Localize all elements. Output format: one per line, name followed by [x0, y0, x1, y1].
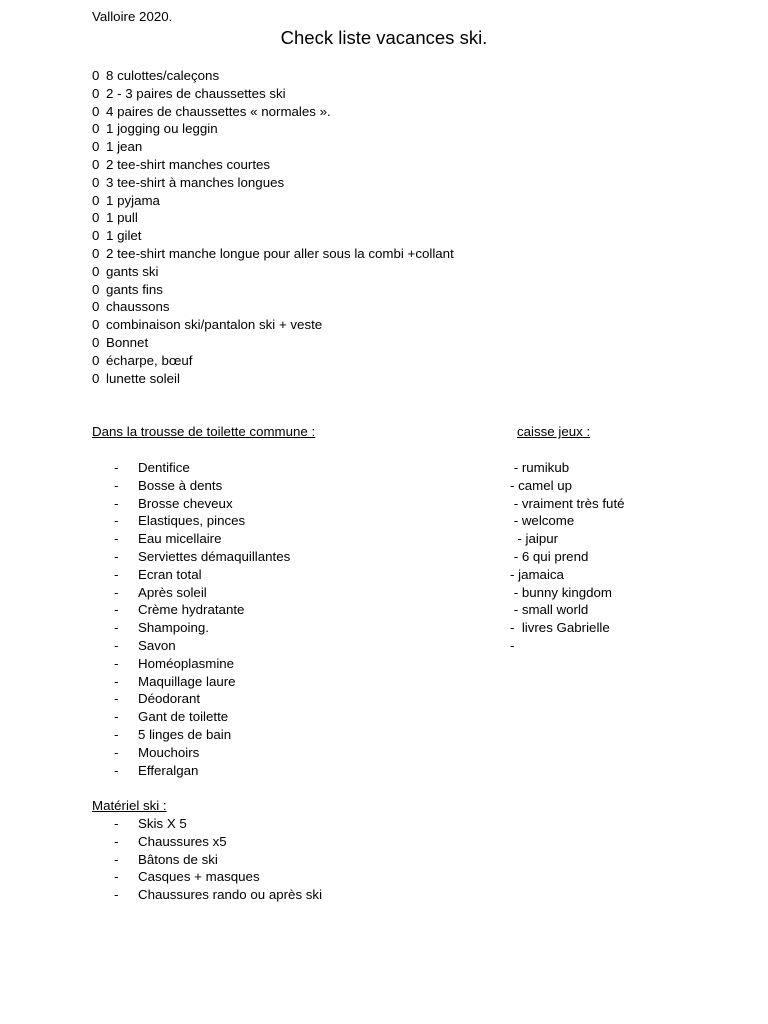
toilet-kit-item	[114, 726, 290, 744]
checklist-item-text: 2 tee-shirt manche longue pour aller sous la combi +collant	[106, 245, 454, 261]
toilet-kit-item-text: Shampoing.	[138, 620, 209, 636]
checklist-item-text: 1 pull	[106, 210, 138, 226]
toilet-kit-item-text: Brosse cheveux	[138, 495, 233, 511]
toilet-kit-item	[114, 548, 290, 566]
ski-gear-item	[114, 868, 322, 886]
ski-gear-item	[114, 851, 322, 869]
checklist-item	[92, 316, 454, 334]
games-box-item: - jaipur	[510, 531, 559, 547]
games-box-item: - rumikub	[510, 460, 570, 475]
checkbox-mark: 0	[92, 139, 100, 155]
dash-bullet: -	[114, 620, 119, 636]
checkbox-mark: 0	[92, 121, 100, 137]
dash-bullet: -	[114, 869, 119, 885]
toilet-kit-list	[114, 459, 290, 779]
checkbox-mark: 0	[92, 192, 100, 208]
ski-gear-item	[114, 886, 322, 904]
checklist-item-text: 2 - 3 paires de chaussettes ski	[106, 85, 286, 101]
toilet-kit-item-text: Eau micellaire	[138, 531, 222, 547]
checklist-item-text: écharpe, bœuf	[106, 352, 193, 368]
toilet-kit-item	[114, 690, 290, 708]
checkbox-mark: 0	[92, 245, 100, 261]
checklist-item-text: Bonnet	[106, 334, 149, 350]
ski-gear-item-text: Chaussures x5	[138, 833, 227, 849]
checklist-item	[92, 245, 454, 263]
toilet-kit-item	[114, 530, 290, 548]
dash-bullet: -	[114, 513, 119, 529]
checklist-item-text: 1 jean	[106, 139, 143, 155]
checkbox-mark: 0	[92, 281, 100, 297]
ski-gear-heading: Matériel ski :	[92, 798, 167, 813]
toilet-kit-item-text: Crème hydratante	[138, 602, 245, 618]
checklist-item-text: lunette soleil	[106, 370, 180, 386]
checklist-item	[92, 370, 454, 388]
checklist-item-text: 8 culottes/caleçons	[106, 68, 220, 83]
dash-bullet: -	[114, 744, 119, 760]
toilet-kit-item	[114, 708, 290, 726]
ski-gear-item-text: Bâtons de ski	[138, 851, 218, 867]
checklist-item	[92, 103, 454, 121]
toilet-kit-item	[114, 655, 290, 673]
dash-bullet: -	[114, 584, 119, 600]
checklist-item	[92, 156, 454, 174]
checklist-item-text: 1 pyjama	[106, 192, 160, 208]
toilet-kit-item-text: Savon	[138, 637, 176, 653]
checklist-item	[92, 352, 454, 370]
checklist-item	[92, 227, 454, 245]
toilet-kit-item	[114, 512, 290, 530]
dash-bullet: -	[114, 887, 119, 903]
dash-bullet: -	[114, 531, 119, 547]
toilet-kit-item-text: Bosse à dents	[138, 477, 223, 493]
packing-checklist	[92, 67, 454, 387]
checklist-item-text: gants ski	[106, 263, 159, 279]
checklist-item	[92, 120, 454, 138]
toilet-kit-item	[114, 566, 290, 584]
checklist-item	[92, 85, 454, 103]
checklist-item	[92, 334, 454, 352]
dash-bullet: -	[114, 637, 119, 653]
dash-bullet: -	[114, 833, 119, 849]
toilet-kit-item-text: 5 linges de bain	[138, 726, 232, 742]
toilet-kit-item-text: Maquillage laure	[138, 673, 236, 689]
toilet-kit-item-text: Elastiques, pinces	[138, 513, 246, 529]
toilet-kit-item-text: Dentifice	[138, 460, 190, 475]
dash-bullet: -	[114, 602, 119, 618]
dash-bullet: -	[114, 691, 119, 707]
document-title: Check liste vacances ski.	[280, 27, 488, 48]
ski-gear-item-text: Casques + masques	[138, 869, 260, 885]
checklist-item	[92, 192, 454, 210]
checkbox-mark: 0	[92, 85, 100, 101]
toilet-kit-heading: Dans la trousse de toilette commune :	[92, 424, 316, 439]
dash-bullet: -	[114, 655, 119, 671]
toilet-kit-item-text: Après soleil	[138, 584, 207, 600]
checkbox-mark: 0	[92, 174, 100, 190]
games-box-item: - camel up	[510, 477, 573, 493]
checklist-item	[92, 209, 454, 227]
ski-gear-list	[114, 815, 322, 904]
toilet-kit-item-text: Efferalgan	[138, 762, 199, 778]
checkbox-mark: 0	[92, 370, 100, 386]
toilet-kit-item	[114, 637, 290, 655]
toilet-kit-item	[114, 477, 290, 495]
checklist-item-text: chaussons	[106, 299, 170, 315]
toilet-kit-item	[114, 584, 290, 602]
checklist-item	[92, 263, 454, 281]
checkbox-mark: 0	[92, 156, 100, 172]
checkbox-mark: 0	[92, 228, 100, 244]
toilet-kit-item-text: Serviettes démaquillantes	[138, 548, 291, 564]
checkbox-mark: 0	[92, 352, 100, 368]
checklist-item-text: 4 paires de chaussettes « normales ».	[106, 103, 331, 119]
toilet-kit-item-text: Homéoplasmine	[138, 655, 235, 671]
toilet-kit-item	[114, 459, 290, 477]
checkbox-mark: 0	[92, 68, 100, 83]
checkbox-mark: 0	[92, 299, 100, 315]
dash-bullet: -	[114, 477, 119, 493]
dash-bullet: -	[114, 495, 119, 511]
ski-gear-item	[114, 815, 322, 833]
dash-bullet: -	[114, 673, 119, 689]
dash-bullet: -	[114, 460, 119, 475]
dash-bullet: -	[114, 709, 119, 725]
toilet-kit-item	[114, 762, 290, 780]
checkbox-mark: 0	[92, 103, 100, 119]
checkbox-mark: 0	[92, 317, 100, 333]
toilet-kit-item-text: Ecran total	[138, 566, 202, 582]
games-box-list	[510, 459, 625, 655]
toilet-kit-item	[114, 673, 290, 691]
checkbox-mark: 0	[92, 263, 100, 279]
checklist-item-text: combinaison ski/pantalon ski + veste	[106, 317, 323, 333]
ski-gear-item-text: Skis X 5	[138, 816, 187, 831]
dash-bullet: -	[114, 851, 119, 867]
games-box-item: - 6 qui prend	[510, 548, 589, 564]
dash-bullet: -	[114, 816, 119, 831]
games-box-item: - welcome	[510, 513, 575, 529]
games-box-item: -	[510, 637, 515, 653]
checklist-item	[92, 174, 454, 192]
checklist-item-text: gants fins	[106, 281, 163, 297]
toilet-kit-item	[114, 744, 290, 762]
games-box-item: - small world	[510, 602, 589, 618]
dash-bullet: -	[114, 548, 119, 564]
games-box-item: - jamaica	[510, 566, 564, 582]
checklist-item-text: 2 tee-shirt manches courtes	[106, 156, 271, 172]
checklist-item-text: 1 gilet	[106, 228, 142, 244]
toilet-kit-item	[114, 619, 290, 637]
checklist-item	[92, 67, 454, 85]
checkbox-mark: 0	[92, 334, 100, 350]
checkbox-mark: 0	[92, 210, 100, 226]
games-box-item: - livres Gabrielle	[510, 620, 610, 636]
ski-gear-item	[114, 833, 322, 851]
games-box-item: - vraiment très futé	[510, 495, 625, 511]
toilet-kit-item	[114, 601, 290, 619]
toilet-kit-item-text: Déodorant	[138, 691, 201, 707]
ski-gear-item-text: Chaussures rando ou après ski	[138, 887, 323, 903]
checklist-item	[92, 298, 454, 316]
games-box-item: - bunny kingdom	[510, 584, 612, 600]
toilet-kit-item-text: Gant de toilette	[138, 709, 229, 725]
dash-bullet: -	[114, 726, 119, 742]
document-header: Valloire 2020.	[92, 9, 173, 24]
checklist-item	[92, 138, 454, 156]
toilet-kit-item-text: Mouchoirs	[138, 744, 200, 760]
games-box-heading: caisse jeux :	[517, 424, 591, 439]
toilet-kit-item	[114, 495, 290, 513]
checklist-item	[92, 281, 454, 299]
dash-bullet: -	[114, 566, 119, 582]
checklist-item-text: 1 jogging ou leggin	[106, 121, 218, 137]
checklist-item-text: 3 tee-shirt à manches longues	[106, 174, 285, 190]
dash-bullet: -	[114, 762, 119, 778]
